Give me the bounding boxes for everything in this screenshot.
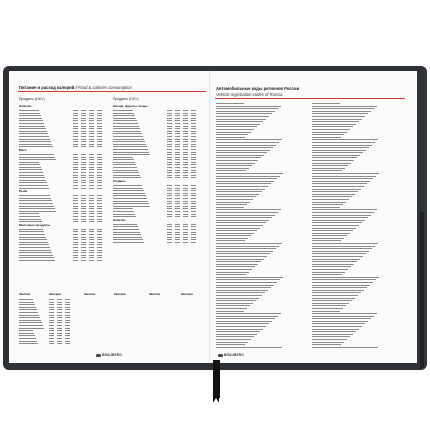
row-text-line [216,347,282,348]
activity-table [19,298,205,345]
row-text-line [113,242,144,243]
row-text-line [19,343,38,344]
row-value-line [191,216,196,217]
right-page [211,71,417,363]
row-value-line [89,221,94,222]
row-text-line [312,347,378,348]
activity-header-1: Занятие [19,292,31,296]
row-value-line [175,242,180,243]
row-value-line [73,146,78,147]
left-title-en: Food & calories consumption [77,85,132,90]
row-value-line [175,216,180,217]
row-value-line [191,242,196,243]
row-value-line [97,146,102,147]
right-title-en-wrap [216,92,282,97]
row-value-line [89,146,94,147]
row-value-line [167,177,172,178]
table-row [19,145,107,148]
section-heading: Напитки [19,104,32,108]
table-row [19,342,205,345]
col-header-2: Продукты (100 г) [113,97,139,101]
row-value-line [81,260,86,261]
region-codes-column-2 [312,102,404,348]
row-value-line [73,260,78,261]
row-value-line [81,221,86,222]
calorie-header-2: Калории [114,292,126,296]
left-page [9,71,210,363]
row-value-line [89,260,94,261]
section-heading: Мясо [19,147,27,152]
row-value-line [89,188,94,189]
row-value-line [183,177,188,178]
row-text-line [19,260,55,261]
section-heading: Сладкое [113,179,126,184]
activity-header-2: Занятие [84,292,96,296]
row-value-line [97,260,102,261]
table-row [216,346,308,349]
table-row [113,215,201,218]
row-value-line [73,221,78,222]
row-value-line [81,188,86,189]
section-heading: Молочные продукты [19,222,51,227]
nutrition-column-2 [113,104,201,244]
row-value-line [97,221,102,222]
row-text-line [19,188,49,189]
table-row [113,176,201,179]
row-text-line [19,146,53,147]
left-brand-label: BRAUBERG [102,353,123,357]
right-title-ru: Автомобильные коды регионов России [216,86,300,91]
row-value-line [183,216,188,217]
row-value-line [175,177,180,178]
right-brand-label: BRAUBERG [224,353,245,357]
right-title-en: Vehicle registration codes of Russia [216,92,283,97]
row-value-line [57,343,62,344]
activity-header-3: Занятие [149,292,161,296]
bookmark-ribbon [213,360,220,398]
row-value-line [49,343,54,344]
bookmark-ribbon-tail [213,398,219,403]
section-heading: Рыба [19,189,28,194]
row-text-line [113,177,141,178]
row-value-line [167,216,172,217]
left-page-title [19,85,132,90]
col-header-1: Продукты (100 г) [19,97,45,101]
region-codes-column-1 [216,102,308,348]
row-value-line [191,177,196,178]
table-row [113,241,201,244]
brand-logo-icon [96,354,101,357]
table-row [19,259,107,262]
calorie-header-1: Калории [49,292,61,296]
left-top-divider [18,91,206,92]
table-row [19,220,107,223]
row-value-line [167,242,172,243]
elastic-band [420,212,424,368]
section-heading: Напитки [113,217,126,222]
table-row [19,187,107,190]
table-row [312,346,404,349]
row-text-line [113,216,136,217]
left-title-ru: Питание и расход калорий / [19,85,77,90]
row-value-line [97,188,102,189]
row-value-line [81,146,86,147]
calorie-header-3: Калории [181,292,193,296]
row-value-line [65,343,70,344]
row-value-line [73,188,78,189]
row-text-line [19,221,42,222]
section-heading: Овощи, фрукты, ягоды [113,104,148,108]
nutrition-column-1 [19,104,107,261]
brand-logo-icon [218,354,223,357]
right-top-divider [215,98,405,99]
row-value-line [183,242,188,243]
